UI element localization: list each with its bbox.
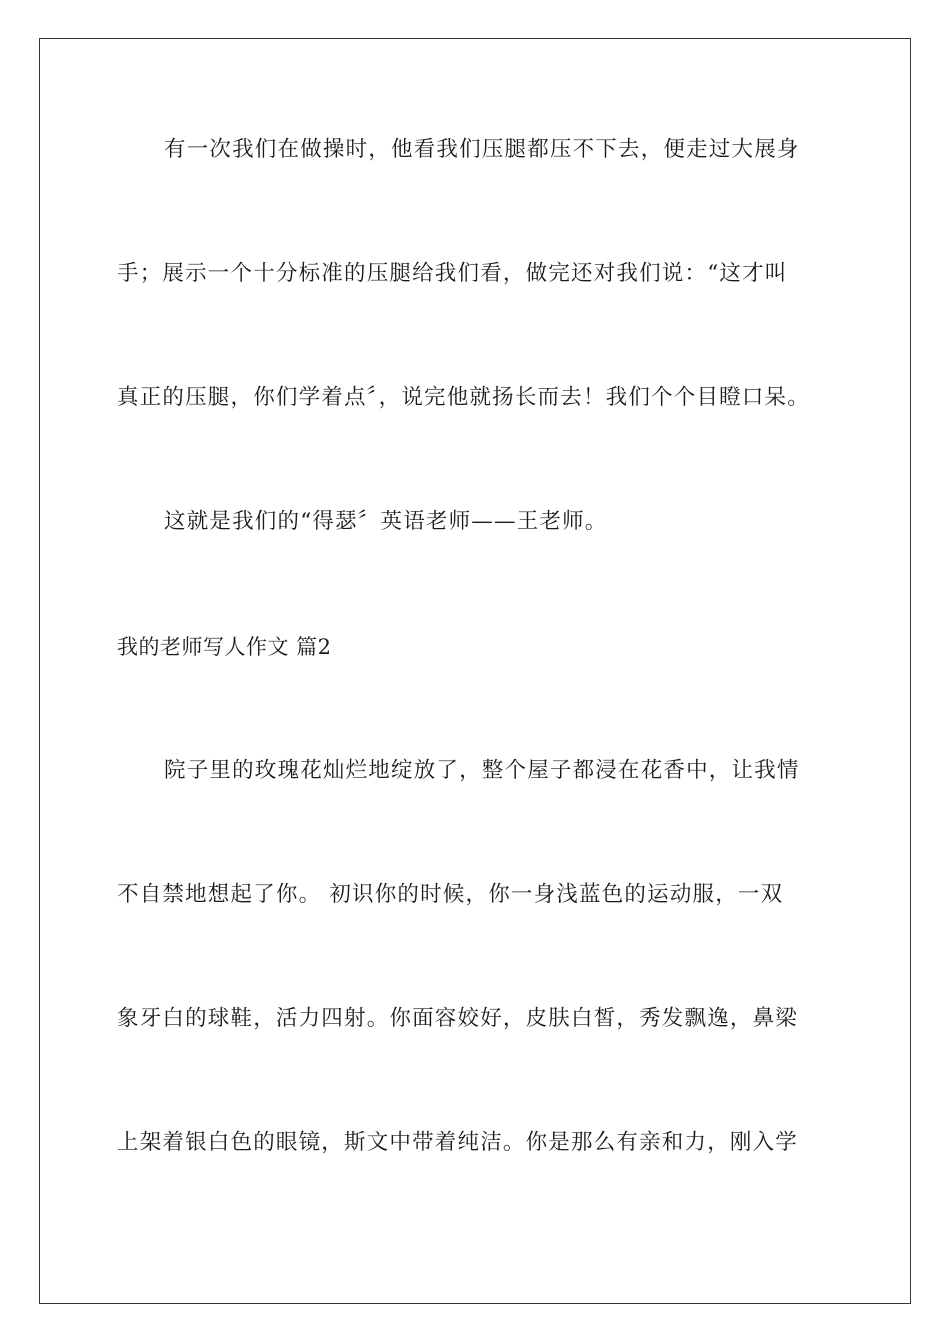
paragraph-line-3: 真正的压腿，你们学着点〞，说完他就扬长而去！我们个个目瞪口呆。 — [117, 385, 810, 410]
paragraph-line-1: 有一次我们在做操时，他看我们压腿都压不下去，便走过大展身 — [164, 137, 800, 162]
section-heading: 我的老师写人作文 篇2 — [117, 635, 332, 659]
paragraph-line-4: 这就是我们的“得瑟〞英语老师——王老师。 — [164, 509, 608, 534]
page-border — [39, 38, 911, 1304]
paragraph-line-7: 象牙白的球鞋，活力四射。你面容姣好，皮肤白皙，秀发飘逸，鼻梁 — [117, 1006, 799, 1031]
paragraph-line-2: 手；展示一个十分标准的压腿给我们看，做完还对我们说：“这才叫 — [117, 261, 788, 286]
paragraph-line-5: 院子里的玫瑰花灿烂地绽放了，整个屋子都浸在花香中，让我情 — [164, 758, 800, 783]
paragraph-line-8: 上架着银白色的眼镜，斯文中带着纯洁。你是那么有亲和力，刚入学 — [117, 1130, 799, 1155]
paragraph-line-6: 不自禁地想起了你。 初识你的时候，你一身浅蓝色的运动服，一双 — [117, 882, 784, 907]
